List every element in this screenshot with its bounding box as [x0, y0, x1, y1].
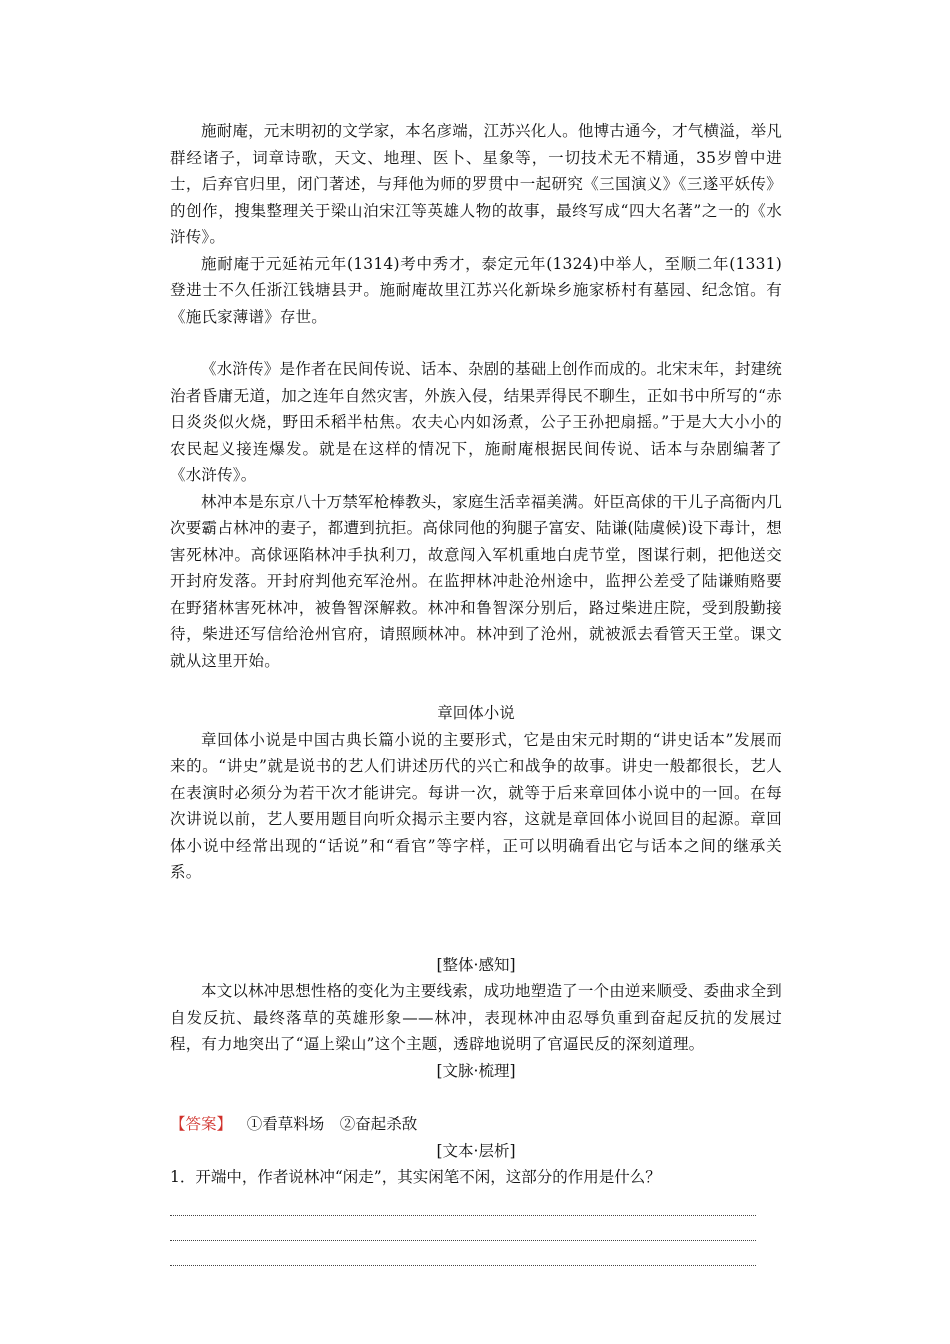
overall-title: [整体·感知]: [436, 955, 516, 974]
structure-title: [文脉·梳理]: [436, 1061, 516, 1080]
answer-tag: 【答案】: [170, 1115, 233, 1133]
zhanghui-paragraph: 章回体小说是中国古典长篇小说的主要形式，它是由宋元时期的“讲史话本”发展而来的。“讲史”就是说书的艺人们讲述历代的兴亡和战争的故事。讲史一般都很长，艺人在表演时必须分为若干次才能讲完。每讲一次，就等于后来章回体小说中的一回。在每次讲说以前，艺人要用题目向听众揭示主要内容，这就是章回体小说回目的起源。章回体小说中经常出现的“话说”和“看官”等字样，正可以明确看出它与话本之间的继承关系。: [170, 730, 782, 881]
structure-answer: [170, 1111, 782, 1138]
section-gap: [170, 330, 782, 356]
answer-line-1[interactable]: [170, 1191, 756, 1216]
section-gap: [170, 674, 782, 700]
document-page: [170, 118, 782, 1266]
author-intro-paragraph-1: 施耐庵，元末明初的文学家，本名彦端，江苏兴化人。他博古通今，才气横溢，举凡群经诸子，词章诗歌，天文、地理、医卜、星象等，一切技术无不精通，35岁曾中进士，后弃官归里，闭门著述，与拜他为师的罗贯中一起研究《三国演义》《三遂平妖传》的创作，搜集整理关于梁山泊宋江等英雄人物的故事，最终写成“四大名著”之一的《水浒传》。: [170, 122, 782, 246]
diagram-gap: [170, 1084, 782, 1111]
answer-text: ①看草料场 ②奋起杀敌: [246, 1115, 418, 1133]
analysis-title: [文本·层析]: [436, 1141, 516, 1160]
answer-line-3[interactable]: [170, 1241, 756, 1266]
zhanghui-title: 章回体小说: [437, 704, 515, 722]
background-paragraph-2: 林冲本是东京八十万禁军枪棒教头，家庭生活幸福美满。奸臣高俅的干儿子高衙内几次要霸占林冲的妻子，都遭到抗拒。高俅同他的狗腿子富安、陆谦(陆虞候)设下毒计，想害死林冲。高俅诬陷林冲手执利刀，故意闯入军机重地白虎节堂，图谋行刺，把他送交开封府发落。开封府判他充军沧州。在监押林冲赴沧州途中，监押公差受了陆谦贿赂要在野猪林害死林冲，被鲁智深解救。林冲和鲁智深分别后，路过柴进庄院，受到殷勤接待，柴进还写信给沧州官府，请照顾林冲。林冲到了沧州，就被派去看管天王堂。课文就从这里开始。: [170, 492, 782, 670]
answer-line-2[interactable]: [170, 1216, 756, 1241]
overall-paragraph: 本文以林冲思想性格的变化为主要线索，成功地塑造了一个由逆来顺受、委曲求全到自发反抗、最终落草的英雄形象——林冲，表现林冲由忍辱负重到奋起反抗的发展过程，有力地突出了“逼上梁山”这个主题，透辟地说明了官逼民反的深刻道理。: [170, 982, 782, 1053]
author-intro-paragraph-2: 施耐庵于元延祐元年(1314)考中秀才，泰定元年(1324)中举人，至顺二年(1331)登进士不久任浙江钱塘县尹。施耐庵故里江苏兴化新垛乡施家桥村有墓园、纪念馆。有《施氏家薄谱》存世。: [170, 254, 782, 326]
background-paragraph-1: 《水浒传》是作者在民间传说、话本、杂剧的基础上创作而成的。北宋末年，封建统治者昏庸无道，加之连年自然灾害，外族入侵，结果弄得民不聊生，正如书中所写的“赤日炎炎似火烧，野田禾稻半枯焦。农夫心内如汤煮，公子王孙把扇摇。”于是大大小小的农民起义接连爆发。就是在这样的情况下，施耐庵根据民间传说、话本与杂剧编著了《水浒传》。: [170, 360, 782, 484]
section-gap: [170, 886, 782, 952]
question-1: 1．开端中，作者说林冲“闲走”，其实闲笔不闲，这部分的作用是什么？: [170, 1168, 661, 1186]
